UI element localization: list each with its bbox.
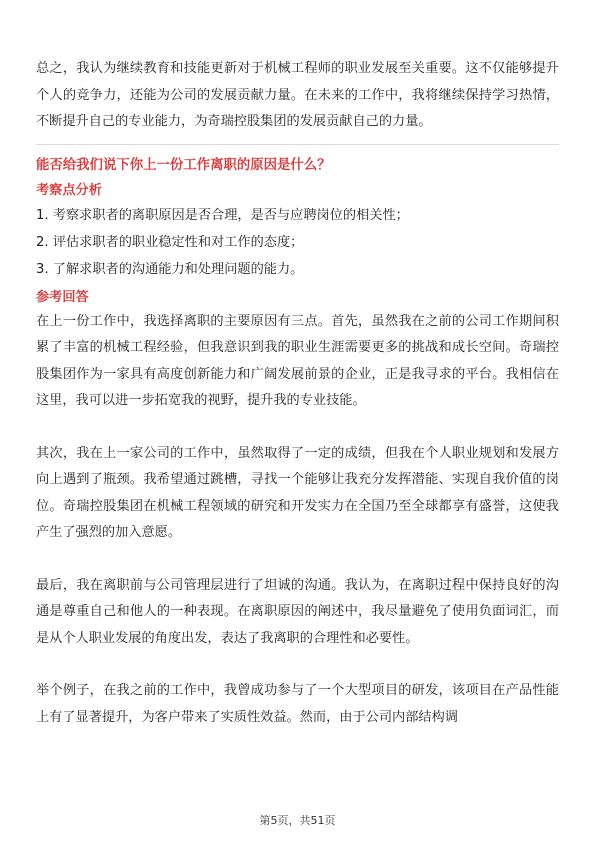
analysis-item-1: 1. 考察求职者的离职原因是否合理，是否与应聘岗位的相关性；: [36, 207, 409, 223]
paragraph-gap: [36, 547, 559, 573]
answer-paragraph-4: 举个例子，在我之前的工作中，我曾成功参与了一个大型项目的研发，该项目在产品性能上有了显著提升，为客户带来了实质性效益。然而，由于公司内部结构调: [36, 683, 559, 725]
section-divider: [36, 144, 559, 145]
analysis-heading: 考察点分析: [36, 182, 102, 198]
answer-paragraph-1: 在上一份工作中，我选择离职的主要原因有三点。首先，虽然我在之前的公司工作期间积累了丰富的机械工程经验，但我意识到我的职业生涯需要更多的挑战和成长空间。奇瑞控股集团作为一家具有高度创新能力和广阔发展前景的企业，正是我寻求的平台。我相信在这里，我可以进一步拓宽我的视野，提升我的专业技能。: [36, 313, 559, 408]
question-title: 能否给我们说下你上一份工作离职的原因是什么？: [36, 157, 331, 173]
page-footer: 第5页，共51页: [259, 814, 336, 827]
answer-paragraph-2: 其次，我在上一家公司的工作中，虽然取得了一定的成绩，但我在个人职业规划和发展方向上遇到了瓶颈。我希望通过跳槽，寻找一个能够让我充分发挥潜能、实现自我价值的岗位。奇瑞控股集团在机械工程领域的研究和开发实力在全国乃至全球都享有盛誉，这使我产生了强烈的加入意愿。: [36, 445, 559, 540]
answer-heading: 参考回答: [36, 289, 89, 305]
paragraph-gap: [36, 652, 559, 678]
analysis-item-3: 3. 了解求职者的沟通能力和处理问题的能力。: [36, 261, 304, 277]
answer-paragraph-3: 最后，我在离职前与公司管理层进行了坦诚的沟通。我认为，在离职过程中保持良好的沟通是尊重自己和他人的一种表现。在离职原因的阐述中，我尽量避免了使用负面词汇，而是从个人职业发展的角度出发，表达了我离职的合理性和必要性。: [36, 577, 559, 646]
analysis-item-2: 2. 评估求职者的职业稳定性和对工作的态度；: [36, 234, 304, 250]
document-page: [36, 56, 559, 731]
intro-paragraph: 总之，我认为继续教育和技能更新对于机械工程师的职业发展至关重要。这不仅能够提升个人的竞争力，还能为公司的发展贡献力量。在未来的工作中，我将继续保持学习热情，不断提升自己的专业能力，为奇瑞控股集团的发展贡献自己的力量。: [36, 61, 559, 129]
paragraph-gap: [36, 415, 559, 441]
